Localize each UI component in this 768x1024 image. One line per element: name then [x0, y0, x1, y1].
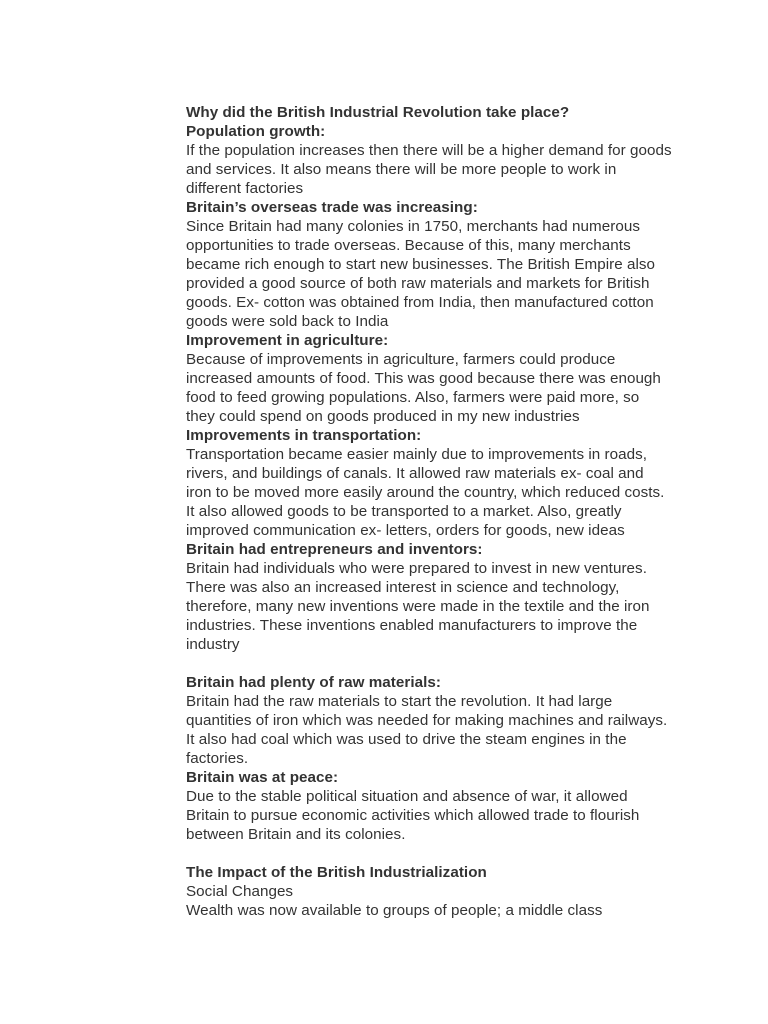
section-heading-entrepreneurs: Britain had entrepreneurs and inventors:	[186, 541, 483, 558]
section-heading-raw-materials: Britain had plenty of raw materials:	[186, 674, 441, 691]
section-heading-population: Population growth:	[186, 123, 326, 140]
section-body-agriculture: Because of improvements in agriculture, farmers could produce increased amounts of food. This was good because there was enough food to feed growing populations. Also, farmers were paid more, so they could spend on goods produced in my new industries	[186, 351, 661, 425]
document-body	[186, 103, 672, 920]
paragraph-spacer	[186, 844, 672, 863]
section-heading-overseas-trade: Britain’s overseas trade was increasing:	[186, 199, 478, 216]
impact-heading: The Impact of the British Industrialization	[186, 864, 487, 881]
section-heading-transportation: Improvements in transportation:	[186, 427, 422, 444]
paragraph-spacer	[186, 654, 672, 673]
impact-body: Wealth was now available to groups of people; a middle class	[186, 902, 603, 919]
section-body-overseas-trade: Since Britain had many colonies in 1750, merchants had numerous opportunities to trade overseas. Because of this, many merchants became rich enough to start new businesses. The British Empire also provided a good source of both raw materials and markets for British goods. Ex- cotton was obtained from India, then manufactured cotton goods were sold back to India	[186, 218, 656, 330]
section-heading-peace: Britain was at peace:	[186, 769, 339, 786]
section-body-raw-materials: Britain had the raw materials to start the revolution. It had large quantities of iron which was needed for making machines and railways. It also had coal which was used to drive the steam engines in the factories.	[186, 693, 668, 767]
section-body-transportation: Transportation became easier mainly due to improvements in roads, rivers, and buildings of canals. It allowed raw materials ex- coal and iron to be moved more easily around the country, which reduced costs. It also allowed goods to be transported to a market. Also, greatly improved communication ex- letters, orders for goods, new ideas	[186, 446, 665, 539]
section-body-peace: Due to the stable political situation and absence of war, it allowed Britain to pursue economic activities which allowed trade to flourish between Britain and its colonies.	[186, 788, 640, 843]
section-body-population: If the population increases then there will be a higher demand for goods and services. It also means there will be more people to work in different factories	[186, 142, 672, 197]
section-body-entrepreneurs: Britain had individuals who were prepared to invest in new ventures. There was also an increased interest in science and technology, therefore, many new inventions were made in the textile and the iron industries. These inventions enabled manufacturers to improve the industry	[186, 560, 650, 653]
impact-subheading: Social Changes	[186, 883, 294, 900]
section-heading-agriculture: Improvement in agriculture:	[186, 332, 389, 349]
document-title: Why did the British Industrial Revolution take place?	[186, 104, 570, 121]
